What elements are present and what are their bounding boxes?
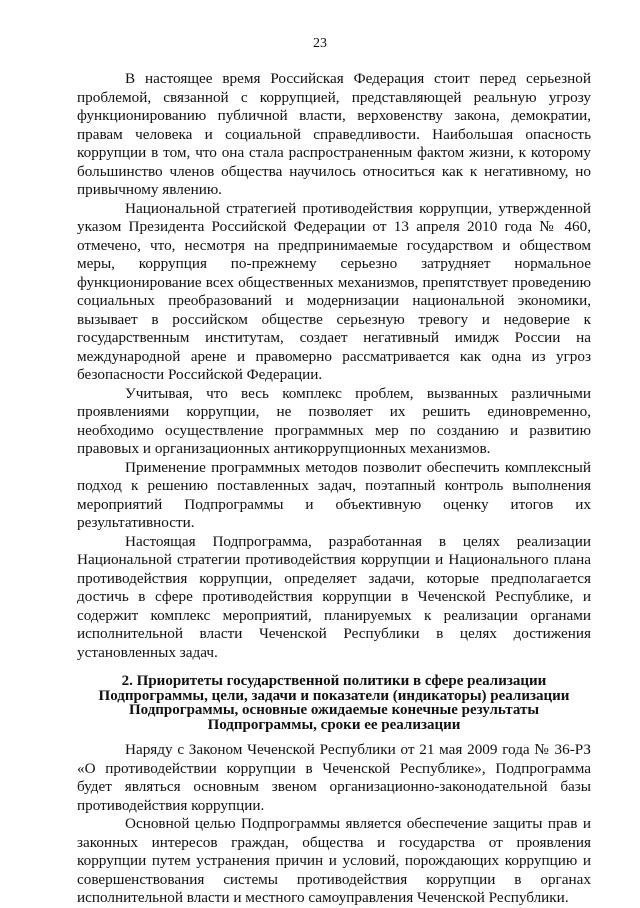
paragraph: Основной целью Подпрограммы является обеспечение защиты прав и законных интересов граждан, общества и государства от проявления коррупции путем устранения причин и условий, порождающих коррупцию и совершенствования системы противодействия коррупции в органах исполнительной власти и местного самоуправления Чеченской Республики. — [77, 815, 591, 906]
section-heading-line: 2. Приоритеты государственной политики в сфере реализации — [121, 673, 547, 689]
section-heading-line: Подпрограммы, сроки ее реализации — [207, 716, 461, 733]
document-body — [77, 70, 591, 908]
page-number: 23 — [313, 36, 327, 51]
section-heading — [77, 674, 591, 732]
section-heading-line: Подпрограммы, цели, задачи и показатели (индикаторы) реализации — [98, 687, 570, 704]
paragraph: В настоящее время Российская Федерация стоит перед серьезной проблемой, связанной с коррупцией, представляющей реальную угрозу функционированию публичной власти, верховенству закона, демократии, правам человека и социальной справедливости. Наибольшая опасность коррупции в том, что она стала распространенным фактом жизни, к которому большинство членов общества научилось относиться как к негативному, но привычному явлению. — [77, 70, 591, 198]
paragraph: Настоящая Подпрограмма, разработанная в целях реализации Национальной стратегии противодействия коррупции и Национального плана противодействия коррупции, определяет задачи, которые предполагается достичь в сфере противодействия коррупции в Чеченской Республике, и содержит комплекс мероприятий, планируемых к реализации органами исполнительной власти Чеченской Республики в целях достижения установленных задач. — [77, 532, 591, 661]
paragraph: Наряду с Законом Чеченской Республики от 21 мая 2009 года № 36-РЗ «О противодействии коррупции в Чеченской Республике», Подпрограмма будет являться основным звеном организационно-законодательной базы противодействия коррупции. — [77, 741, 591, 814]
paragraph: Применение программных методов позволит обеспечить комплексный подход к решению поставленных задач, поэтапный контроль выполнения мероприятий Подпрограммы и объективную оценку итогов их результативности. — [77, 458, 591, 531]
section-heading-line: Подпрограммы, основные ожидаемые конечные результаты — [128, 702, 540, 718]
paragraph: Учитывая, что весь комплекс проблем, вызванных различными проявлениями коррупции, не позволяет их решить единовременно, необходимо осуществление программных мер по созданию и развитию правовых и организационных антикоррупционных механизмов. — [77, 384, 591, 457]
paragraph: Национальной стратегией противодействия коррупции, утвержденной указом Президента Российской Федерации от 13 апреля 2010 года № 460, отмечено, что, несмотря на предпринимаемые государством и обществом меры, коррупция по-прежнему серьезно затрудняет нормальное функционирование всех общественных механизмов, препятствует проведению социальных преобразований и модернизации национальной экономики, вызывает в российском обществе серьезную тревогу и недоверие к государственным институтам, создает негативный имидж России на международной арене и правомерно рассматривается как одна из угроз безопасности Российской Федерации. — [77, 199, 591, 383]
